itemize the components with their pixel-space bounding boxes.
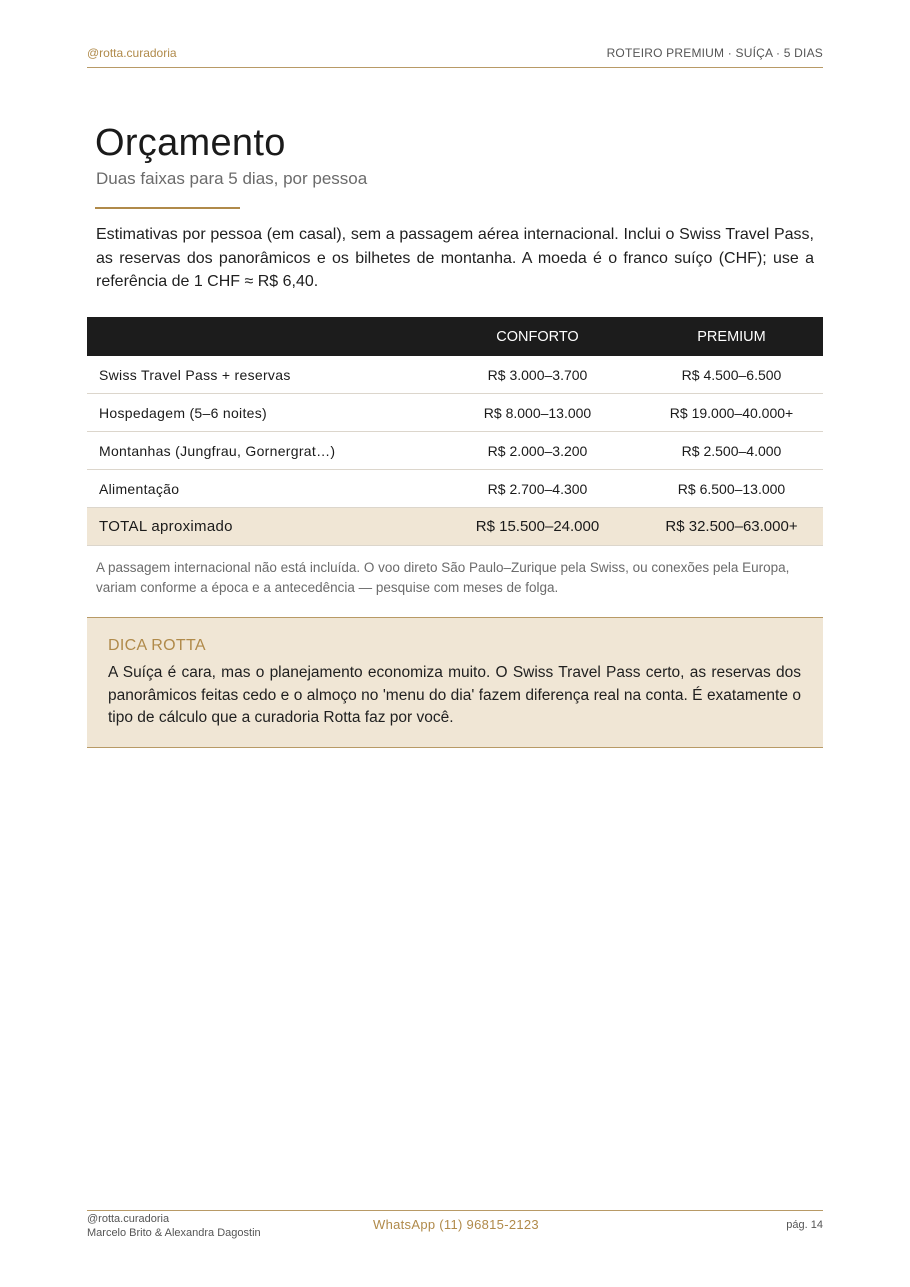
row-conforto: R$ 8.000–13.000 [435,394,640,432]
total-label: TOTAL aproximado [87,508,435,546]
row-label: Alimentação [87,470,435,508]
row-premium: R$ 2.500–4.000 [640,432,823,470]
footer-authors: Marcelo Brito & Alexandra Dagostin [87,1227,261,1239]
table-row [87,470,823,508]
tip-title: DICA ROTTA [108,637,206,654]
row-premium: R$ 4.500–6.500 [640,356,823,394]
table-header-conforto: CONFORTO [435,317,640,356]
table-row [87,394,823,432]
total-conforto: R$ 15.500–24.000 [435,508,640,546]
row-premium: R$ 6.500–13.000 [640,470,823,508]
row-label: Hospedagem (5–6 noites) [87,394,435,432]
header-divider [87,67,823,68]
title-accent-rule [95,207,240,209]
page-title: Orçamento [95,122,286,164]
row-premium: R$ 19.000–40.000+ [640,394,823,432]
header-doc-label: ROTEIRO PREMIUM · SUÍÇA · 5 DIAS [606,46,823,60]
table-row [87,356,823,394]
table-header-row [87,317,823,356]
footer-whatsapp-link[interactable]: WhatsApp (11) 96815-2123 [373,1217,539,1232]
table-row [87,432,823,470]
footer-divider [87,1210,823,1211]
total-premium: R$ 32.500–63.000+ [640,508,823,546]
row-conforto: R$ 2.700–4.300 [435,470,640,508]
budget-table [87,317,823,546]
row-label: Swiss Travel Pass + reservas [87,356,435,394]
footer-page-number: pág. 14 [786,1219,823,1231]
table-footnote: A passagem internacional não está incluída. O voo direto São Paulo–Zurique pela Swiss, ou conexões pela Europa, variam conforme a época e a antecedência — pesquise com meses de folga. [96,560,790,595]
row-conforto: R$ 2.000–3.200 [435,432,640,470]
tip-box [87,617,823,748]
header-handle: @rotta.curadoria [87,46,177,60]
table-total-row [87,508,823,546]
tip-body: A Suíça é cara, mas o planejamento economiza muito. O Swiss Travel Pass certo, as reservas dos panorâmicos feitas cedo e o almoço no 'menu do dia' fazem diferença real na conta. É exatamente o tipo de cálculo que a curadoria Rotta faz por você. [108,664,801,726]
footer-handle: @rotta.curadoria [87,1213,170,1225]
table-header-item [87,317,435,356]
table-header-premium: PREMIUM [640,317,823,356]
page-subtitle: Duas faixas para 5 dias, por pessoa [96,169,368,188]
row-conforto: R$ 3.000–3.700 [435,356,640,394]
row-label: Montanhas (Jungfrau, Gornergrat…) [87,432,435,470]
intro-paragraph: Estimativas por pessoa (em casal), sem a passagem aérea internacional. Inclui o Swiss Travel Pass, as reservas dos panorâmicos e os bilhetes de montanha. A moeda é o franco suíço (CHF); use a referência de 1 CHF ≈ R$ 6,40. [96,226,814,290]
